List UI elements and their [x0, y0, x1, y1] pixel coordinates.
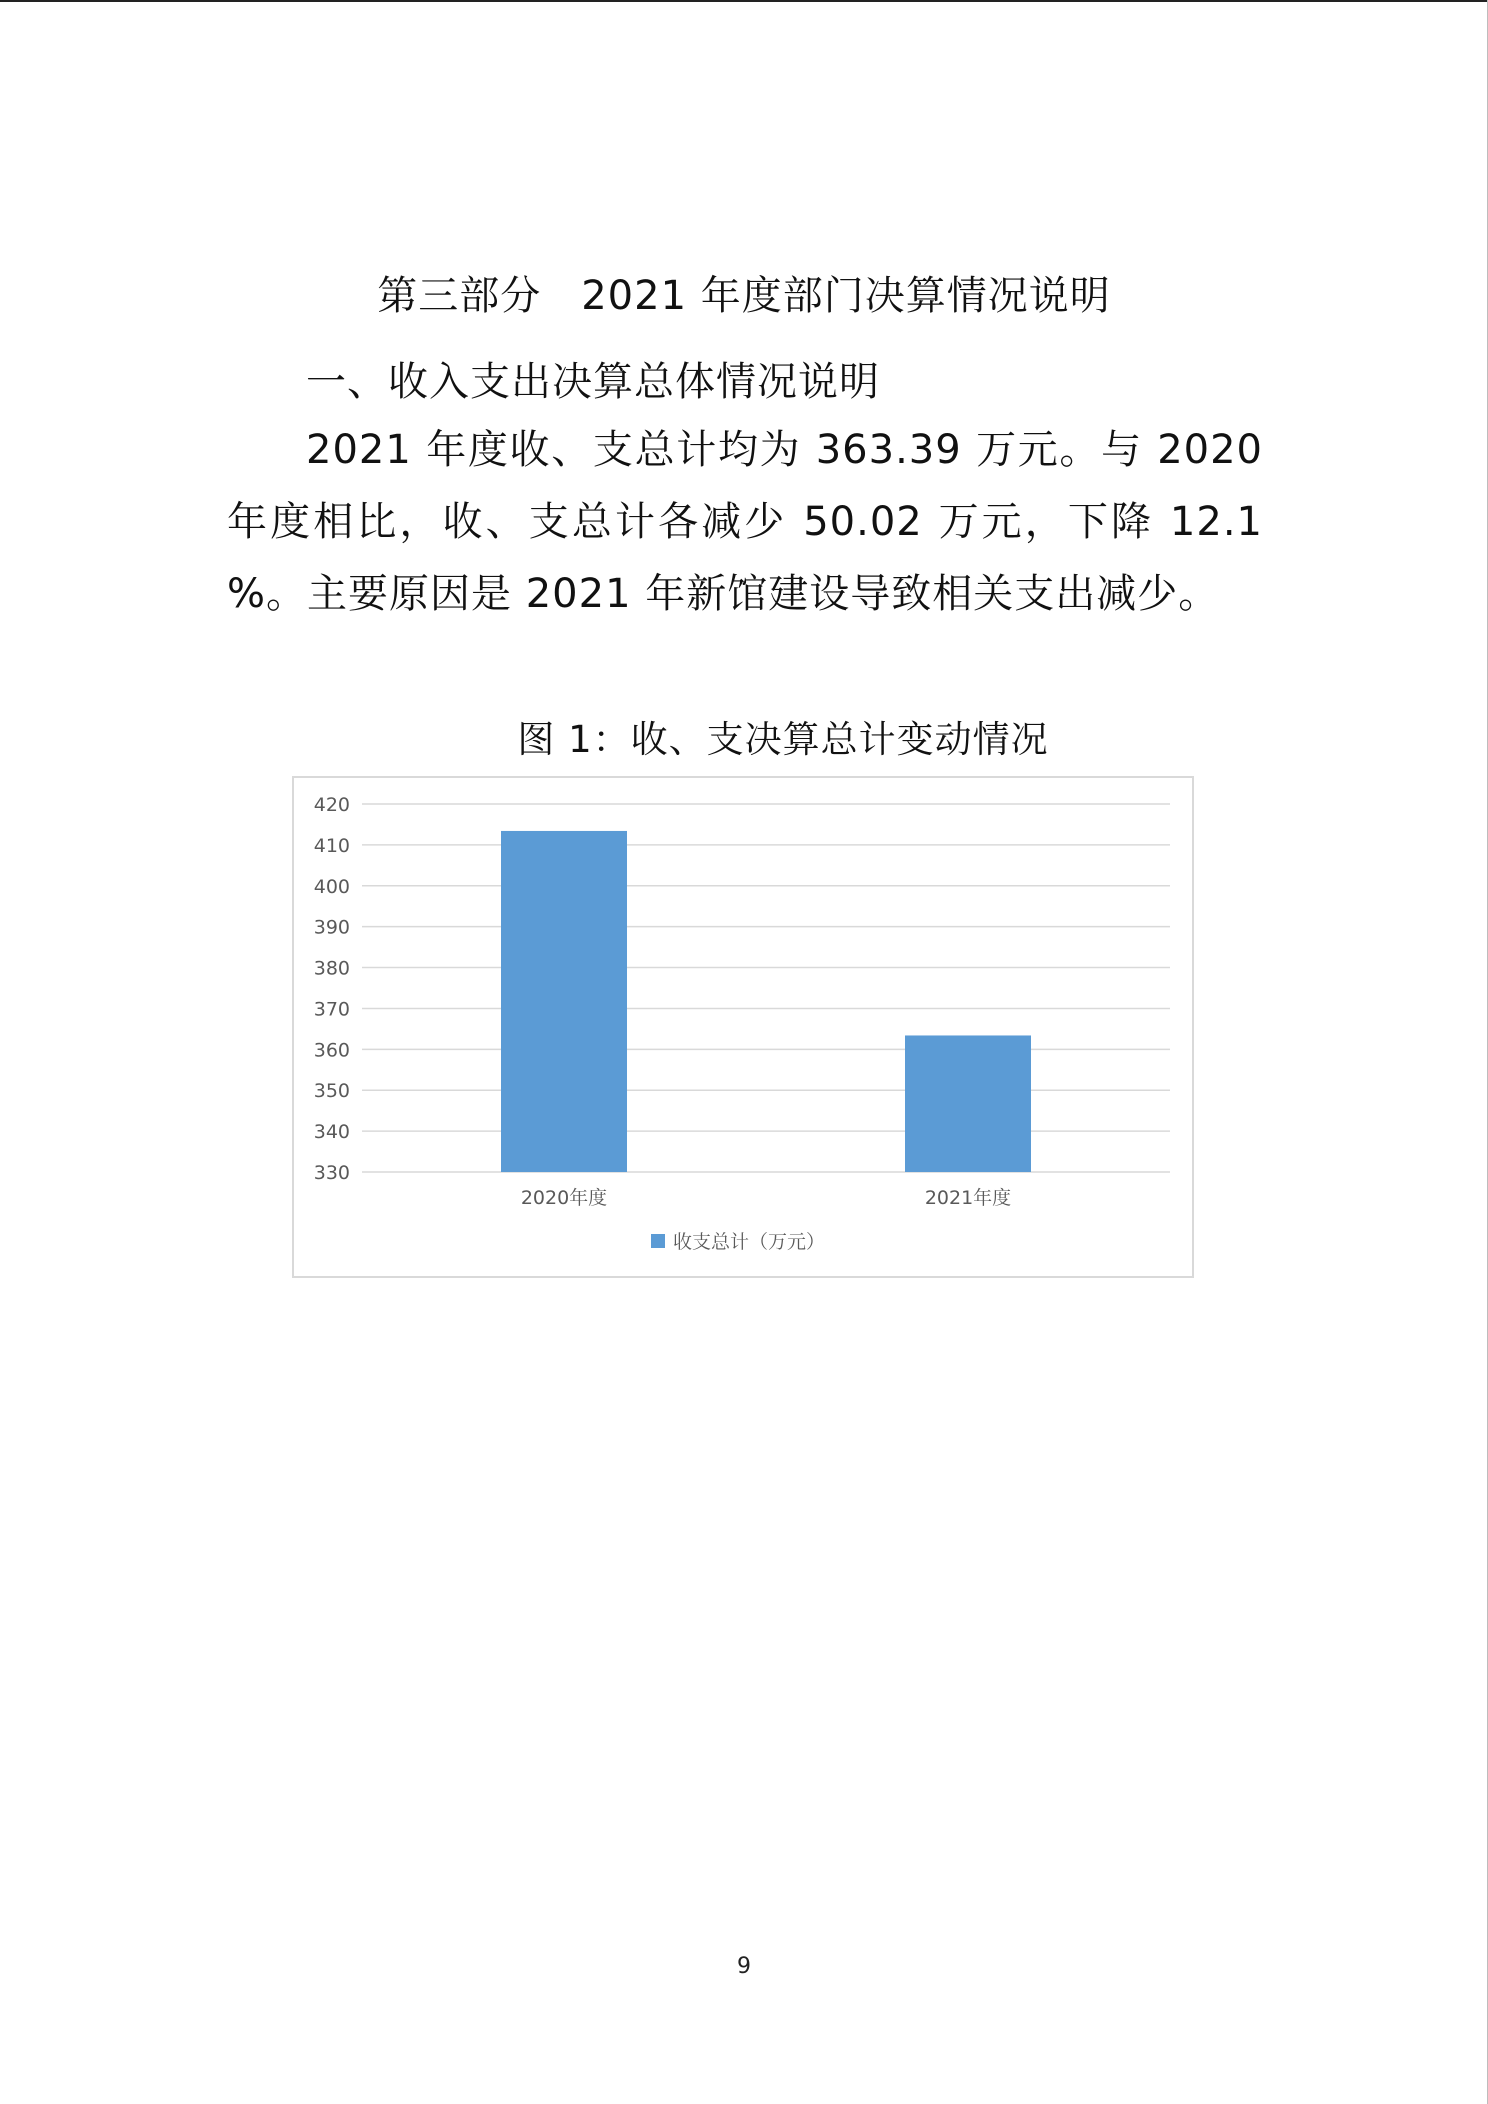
- chart-frame: [292, 776, 1194, 1278]
- y-tick-label: 400: [313, 875, 350, 898]
- y-tick-label: 380: [313, 957, 350, 980]
- x-category-label: 2021年度: [924, 1187, 1012, 1209]
- y-tick-label: 410: [313, 834, 350, 857]
- section-heading: 一、收入支出决算总体情况说明: [306, 359, 880, 405]
- legend-swatch: [651, 1234, 665, 1248]
- part-title-main: 2021 年度部门决算情况说明: [581, 273, 1111, 319]
- y-tick-label: 350: [313, 1080, 350, 1103]
- x-category-label: 2020年度: [520, 1187, 608, 1209]
- y-tick-label: 330: [313, 1162, 350, 1184]
- y-tick-label: 390: [313, 916, 350, 939]
- figure-caption: 图 1：收、支决算总计变动情况: [517, 718, 1049, 761]
- bar-chart: [294, 778, 1192, 1276]
- body-paragraph: 2021 年度收、支总计均为 363.39 万元。与 2020 年度相比，收、支总计各减少 50.02 万元，下降 12.1 %。主要原因是 2021 年新馆建设导致相关支出减少。: [227, 427, 1263, 617]
- bar-2021年度: [905, 1035, 1031, 1172]
- y-tick-label: 420: [313, 794, 350, 816]
- part-title: [0, 268, 1488, 324]
- y-tick-label: 340: [313, 1121, 350, 1144]
- bar-2020年度: [501, 831, 627, 1172]
- legend-label: 收支总计（万元）: [673, 1231, 826, 1253]
- page-top-border: [0, 0, 1488, 2]
- page-number: 9: [737, 1954, 751, 1979]
- y-tick-label: 360: [313, 1039, 350, 1062]
- part-title-prefix: 第三部分: [377, 273, 542, 319]
- y-tick-label: 370: [313, 998, 350, 1021]
